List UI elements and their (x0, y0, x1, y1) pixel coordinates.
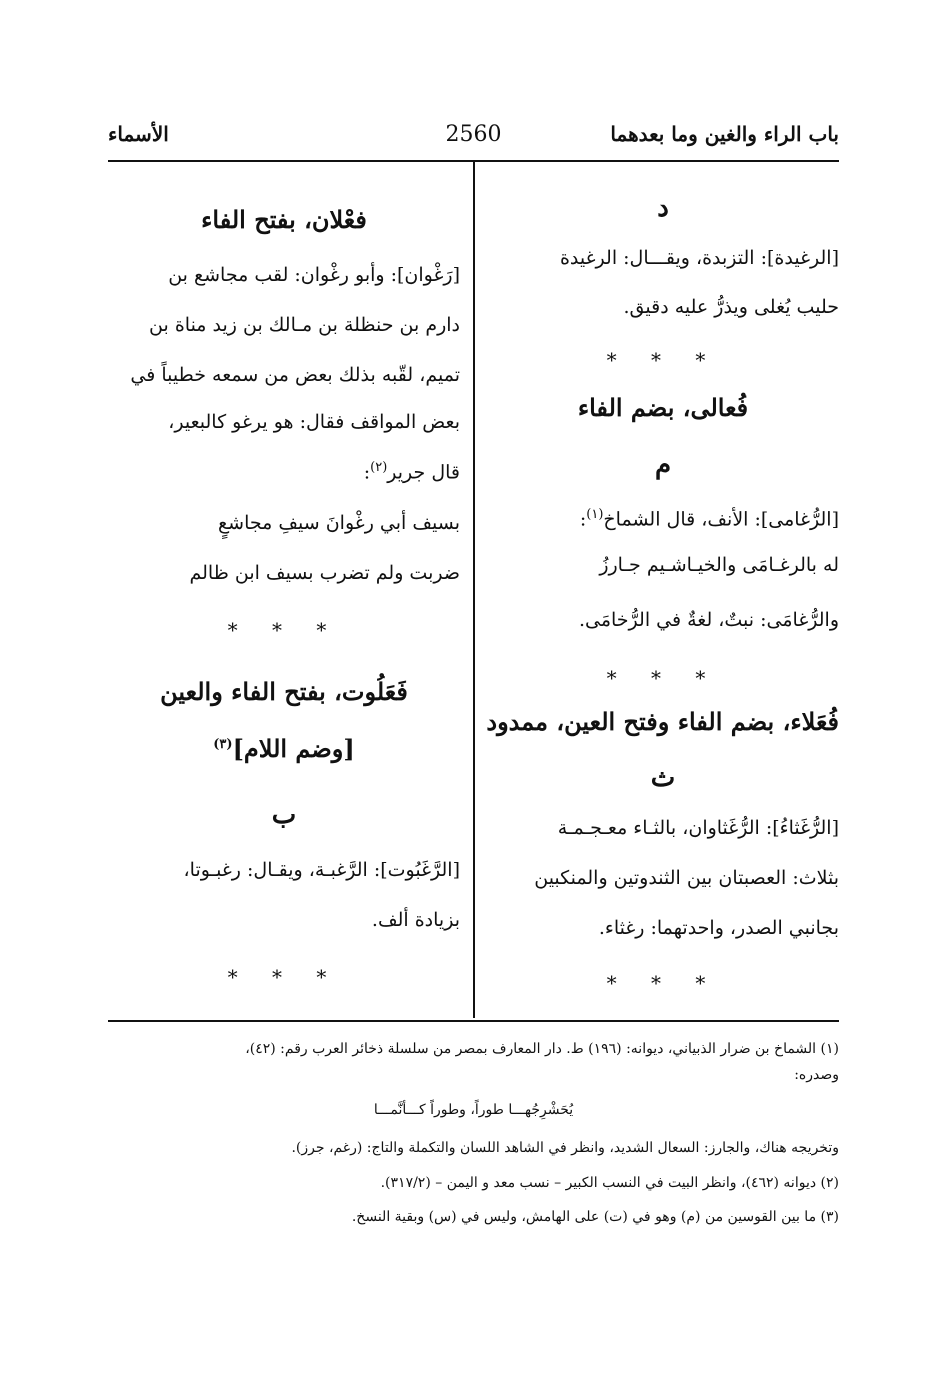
entry-rughatha-line2: بثلاث: العصبتان بين الثندوتين والمنكبين (534, 867, 839, 889)
entry-rughama-colon: : (579, 508, 587, 531)
page-number: 2560 (445, 122, 502, 147)
verse-jarir-line2: ضربت ولم تضرب بسيف ابن ظالم (189, 562, 460, 584)
footnote-2: (٢) ديوانه (٤٦٢)، وانظر البيت في النسب الكبير – نسب معد و اليمن – (٣١٧/٢). (380, 1175, 839, 1191)
entry-raghida-line2: حليب يُغلى ويذرُّ عليه دقيق. (623, 296, 839, 318)
pattern-heading-fuali: فُعالى، بضم الفاء (577, 393, 749, 422)
footnote-1-line3: وتخريجه هناك، والجارز: السعال الشديد، وانظر في الشاهد اللسان والتكملة والتاج: (رغم، جرز). (291, 1140, 839, 1156)
footnote-1-verse: يُحَشْرِجُهـــا طوراً، وطوراً كـــأنَّمـــا (373, 1102, 574, 1118)
entry-rughama-line1 (487, 500, 839, 534)
separator-stars: * * * (227, 965, 341, 989)
letter-heading-tha: ث (650, 763, 676, 793)
footnote-ref-3: (٣) (213, 737, 233, 752)
separator-stars: * * * (606, 971, 720, 995)
pattern-heading-fualaa: فُعَلاء، بضم الفاء وفتح العين، ممدود (486, 707, 839, 736)
entry-raghwan-jarir: قال جرير (387, 461, 460, 484)
pattern-heading-falut-sub (108, 730, 460, 764)
separator-stars: * * * (606, 348, 720, 372)
letter-heading-dal: د (657, 193, 669, 223)
entry-raghwan-line2: دارم بن حنظلة بن مـالك بن زيد مناة بن (149, 314, 460, 336)
pattern-heading-falut-bracket: [وضم اللام] (232, 734, 355, 763)
footnote-ref-1: (١) (586, 507, 604, 522)
verse-shammakh: له بالرغـامَى والخيـاشـيم جـارزُ (599, 554, 839, 576)
entry-raghwan-line1: [رَغْوان]: وأبو رغْوان: لقب مجاشع بن (168, 264, 460, 286)
entry-raghida-line1: [الرغيدة]: التزبدة، ويقـــال: الرغيدة (559, 247, 839, 269)
footnote-ref-2: (٢) (370, 460, 388, 475)
entry-raghwan-line3: تميم، لقّبه بذلك بعض من سمعه خطيباً في (130, 364, 460, 386)
separator-stars: * * * (606, 666, 720, 690)
column-divider (473, 162, 475, 1018)
footnote-1-line1: (١) الشماخ بن ضرار الذبياني، ديوانه: (١٩٦) ط. دار المعارف بمصر من سلسلة ذخائر العرب رقم: (٤٢)، (245, 1041, 839, 1057)
entry-rughama-line3: والرُّغامَى: نبتٌ، لغةٌ في الرُّخامَى. (578, 609, 839, 631)
entry-rughama-text: [الرُّغامى]: الأنف، قال الشماخ (603, 508, 839, 531)
entry-raghwan-line4: بعض المواقف فقال: هو يرغو كالبعير، (168, 411, 460, 433)
footnote-3: (٣) ما بين القوسين من (م) وهو في (ت) على الهامش، وليس في (س) وبقية النسخ. (351, 1209, 839, 1225)
pattern-heading-falut: فَعَلُوت، بفتح الفاء والعين (160, 677, 408, 706)
entry-rughatha-line1: [الرُّغَثاءُ]: الرُّغَثاوان، بالثـاء معـجـمـة (557, 817, 839, 839)
entry-raghabut-line2: بزيادة ألف. (371, 909, 460, 931)
pattern-heading-falan: فعْلان، بفتح الفاء (201, 205, 367, 234)
chapter-title: باب الراء والغين وما بعدهما (610, 122, 839, 146)
section-title: الأسماء (108, 122, 169, 146)
entry-rughatha-line3: بجانبي الصدر، واحدتهما: رغثاء. (598, 917, 839, 939)
separator-stars: * * * (227, 618, 341, 642)
footnote-rule (108, 1020, 839, 1022)
letter-heading-ba: ب (271, 800, 297, 830)
verse-jarir-line1: بسيف أبي رغْوانَ سيفِ مجاشعٍ (218, 512, 460, 534)
entry-raghwan-colon: : (363, 461, 371, 484)
letter-heading-mim: م (654, 450, 672, 480)
entry-raghwan-line5 (108, 453, 460, 487)
footnote-1-line2: وصدره: (794, 1067, 839, 1083)
entry-raghabut-line1: [الرَّغَبُوت]: الرَّغبـة، ويقـال: رغبـوتا، (183, 859, 460, 881)
